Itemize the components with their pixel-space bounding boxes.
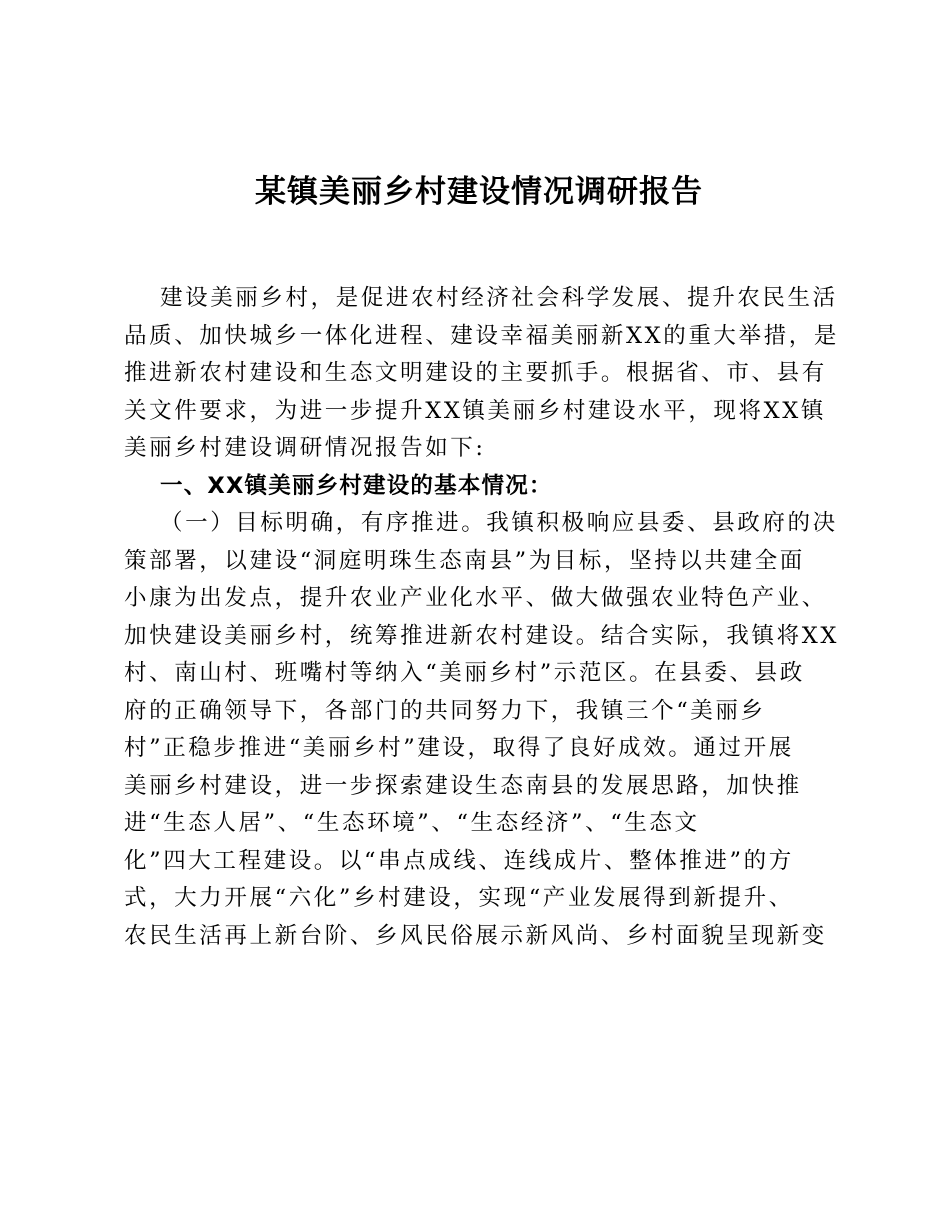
paragraph-line: 品质、加快城乡一体化进程、建设幸福美丽新XX的重大举措，是 bbox=[124, 322, 839, 349]
paragraph-line: 美丽乡村建设调研情况报告如下: bbox=[124, 435, 486, 461]
paragraph-line: 关文件要求，为进一步提升XX镇美丽乡村建设水平，现将XX镇 bbox=[124, 397, 826, 424]
paragraph-line: 美丽乡村建设，进一步探索建设生态南县的发展思路，加快推 bbox=[124, 772, 802, 799]
paragraph-line: 农民生活再上新台阶、乡风民俗展示新风尚、乡村面貌呈现新变 bbox=[124, 922, 827, 949]
paragraph-line: 进“生态人居”、“生态环境”、“生态经济”、“生态文 bbox=[124, 810, 700, 836]
paragraph-line: 村”正稳步推进“美丽乡村”建设，取得了良好成效。通过开展 bbox=[124, 735, 794, 761]
paragraph-line: 小康为出发点，提升农业产业化水平、做大做强农业特色产业、 bbox=[124, 585, 827, 611]
paragraph-line: 推进新农村建设和生态文明建设的主要抓手。根据省、市、县有 bbox=[124, 360, 827, 386]
paragraph-line: 府的正确领导下，各部门的共同努力下，我镇三个“美丽乡 bbox=[124, 697, 766, 724]
document-body bbox=[124, 280, 839, 955]
paragraph-line: 式，大力开展“六化”乡村建设，实现“产业发展得到新提升、 bbox=[124, 885, 794, 911]
paragraph-line: （一）目标明确，有序推进。我镇积极响应县委、县政府的决 bbox=[160, 510, 838, 536]
paragraph-line: 加快建设美丽乡村，统筹推进新农村建设。结合实际，我镇将XX bbox=[124, 622, 839, 649]
section-heading: 一、XX镇美丽乡村建设的基本情况： bbox=[160, 472, 553, 499]
paragraph-line: 策部署，以建设“洞庭明珠生态南县”为目标，坚持以共建全面 bbox=[124, 547, 805, 574]
paragraph-line: 化”四大工程建设。以“串点成线、连线成片、整体推进”的方 bbox=[124, 847, 794, 874]
paragraph-line: 建设美丽乡村，是促进农村经济社会科学发展、提升农民生活 bbox=[160, 285, 838, 311]
paragraph-line: 村、南山村、班嘴村等纳入“美丽乡村”示范区。在县委、县政 bbox=[124, 660, 805, 686]
document-title: 某镇美丽乡村建设情况调研报告 bbox=[255, 174, 703, 210]
